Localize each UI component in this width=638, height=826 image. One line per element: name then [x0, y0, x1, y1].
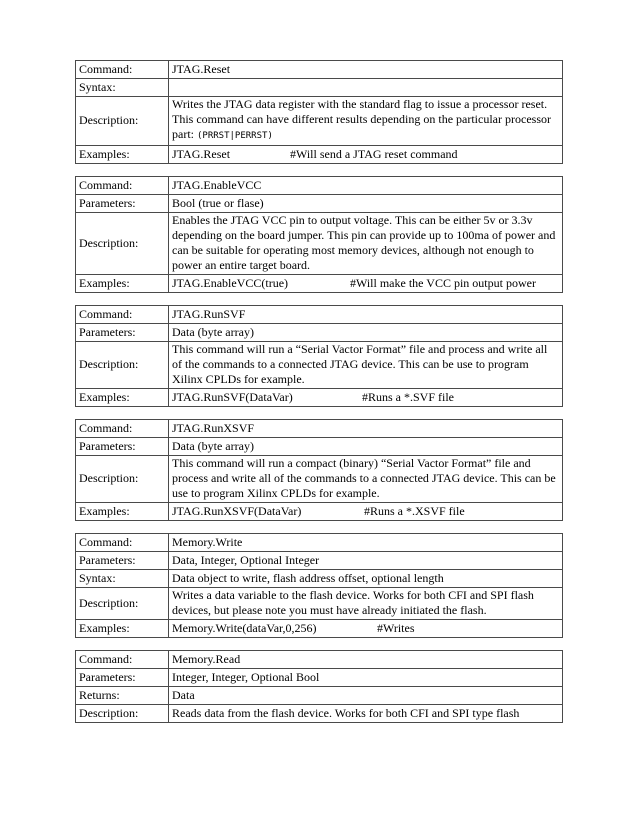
description-value [169, 97, 563, 146]
description-label: Description: [76, 342, 169, 389]
command-name: Memory.Read [169, 651, 563, 669]
table-row [76, 324, 563, 342]
table-row [76, 651, 563, 669]
table-row [76, 306, 563, 324]
examples-label: Examples: [76, 389, 169, 407]
table-row [76, 275, 563, 293]
description-label: Description: [76, 705, 169, 723]
description-label: Description: [76, 213, 169, 275]
parameters-value: Data, Integer, Optional Integer [169, 552, 563, 570]
table-row [76, 177, 563, 195]
syntax-label: Syntax: [76, 570, 169, 588]
syntax-value [169, 79, 563, 97]
examples-label: Examples: [76, 503, 169, 521]
description-label: Description: [76, 588, 169, 620]
example-comment: #Runs a *.XSVF file [364, 503, 465, 518]
command-name: JTAG.EnableVCC [169, 177, 563, 195]
table-row [76, 705, 563, 723]
command-label: Command: [76, 534, 169, 552]
table-row [76, 503, 563, 521]
table-row [76, 389, 563, 407]
example-comment: #Will make the VCC pin output power [350, 275, 536, 290]
examples-value [169, 275, 563, 293]
description-value: This command will run a “Serial Vactor Format” file and process and write all of the commands to a connected JTAG device. This can be use to program Xilinx CPLDs for example. [169, 342, 563, 389]
table-row [76, 534, 563, 552]
command-table-jtag-runxsvf [75, 419, 563, 521]
table-row [76, 195, 563, 213]
table-row [76, 79, 563, 97]
table-row [76, 570, 563, 588]
table-row [76, 687, 563, 705]
returns-label: Returns: [76, 687, 169, 705]
description-code: (PRRST|PERRST) [197, 131, 273, 141]
returns-value: Data [169, 687, 563, 705]
table-row [76, 438, 563, 456]
example-comment: #Writes [377, 620, 415, 635]
table-row [76, 620, 563, 638]
command-label: Command: [76, 306, 169, 324]
example-code: Memory.Write(dataVar,0,256) [172, 620, 317, 635]
table-row [76, 146, 563, 164]
command-label: Command: [76, 61, 169, 79]
table-row [76, 669, 563, 687]
examples-value [169, 389, 563, 407]
table-row [76, 342, 563, 389]
table-row [76, 420, 563, 438]
command-label: Command: [76, 420, 169, 438]
table-row [76, 61, 563, 79]
command-name: Memory.Write [169, 534, 563, 552]
command-table-jtag-enablevcc [75, 176, 563, 293]
parameters-value: Bool (true or flase) [169, 195, 563, 213]
syntax-label: Syntax: [76, 79, 169, 97]
parameters-value: Integer, Integer, Optional Bool [169, 669, 563, 687]
examples-label: Examples: [76, 620, 169, 638]
examples-value [169, 620, 563, 638]
command-name: JTAG.RunXSVF [169, 420, 563, 438]
table-row [76, 552, 563, 570]
examples-value [169, 146, 563, 164]
parameters-value: Data (byte array) [169, 438, 563, 456]
table-row [76, 456, 563, 503]
example-code: JTAG.RunSVF(DataVar) [172, 389, 293, 404]
description-label: Description: [76, 456, 169, 503]
parameters-label: Parameters: [76, 552, 169, 570]
command-name: JTAG.Reset [169, 61, 563, 79]
description-value: This command will run a compact (binary) “Serial Vactor Format” file and process and write all of the commands to a connected JTAG device. This can be use to program Xilinx CPLDs for example. [169, 456, 563, 503]
examples-label: Examples: [76, 275, 169, 293]
description-value: Reads data from the flash device. Works for both CFI and SPI type flash [169, 705, 563, 723]
command-table-jtag-runsvf [75, 305, 563, 407]
description-text: Writes the JTAG data register with the standard flag to issue a processor reset. This command can have different results depending on the particular processor part: [172, 97, 551, 141]
command-table-memory-read [75, 650, 563, 723]
parameters-label: Parameters: [76, 438, 169, 456]
parameters-value: Data (byte array) [169, 324, 563, 342]
description-value: Writes a data variable to the flash device. Works for both CFI and SPI flash devices, but please note you must have already initiated the flash. [169, 588, 563, 620]
parameters-label: Parameters: [76, 324, 169, 342]
command-table-memory-write [75, 533, 563, 638]
description-value: Enables the JTAG VCC pin to output voltage. This can be either 5v or 3.3v depending on the board jumper. This pin can provide up to 100ma of power and can be suitable for operating most memory devices, although not enough to power an entire target board. [169, 213, 563, 275]
example-code: JTAG.Reset [172, 146, 231, 161]
description-label: Description: [76, 97, 169, 146]
example-code: JTAG.EnableVCC(true) [172, 275, 289, 290]
example-comment: #Will send a JTAG reset command [290, 146, 458, 161]
table-row [76, 97, 563, 146]
parameters-label: Parameters: [76, 669, 169, 687]
command-label: Command: [76, 651, 169, 669]
syntax-value: Data object to write, flash address offset, optional length [169, 570, 563, 588]
parameters-label: Parameters: [76, 195, 169, 213]
examples-value [169, 503, 563, 521]
examples-label: Examples: [76, 146, 169, 164]
command-name: JTAG.RunSVF [169, 306, 563, 324]
example-code: JTAG.RunXSVF(DataVar) [172, 503, 302, 518]
table-row [76, 213, 563, 275]
table-row [76, 588, 563, 620]
example-comment: #Runs a *.SVF file [362, 389, 455, 404]
command-table-jtag-reset [75, 60, 563, 164]
command-label: Command: [76, 177, 169, 195]
document-page [75, 60, 563, 735]
